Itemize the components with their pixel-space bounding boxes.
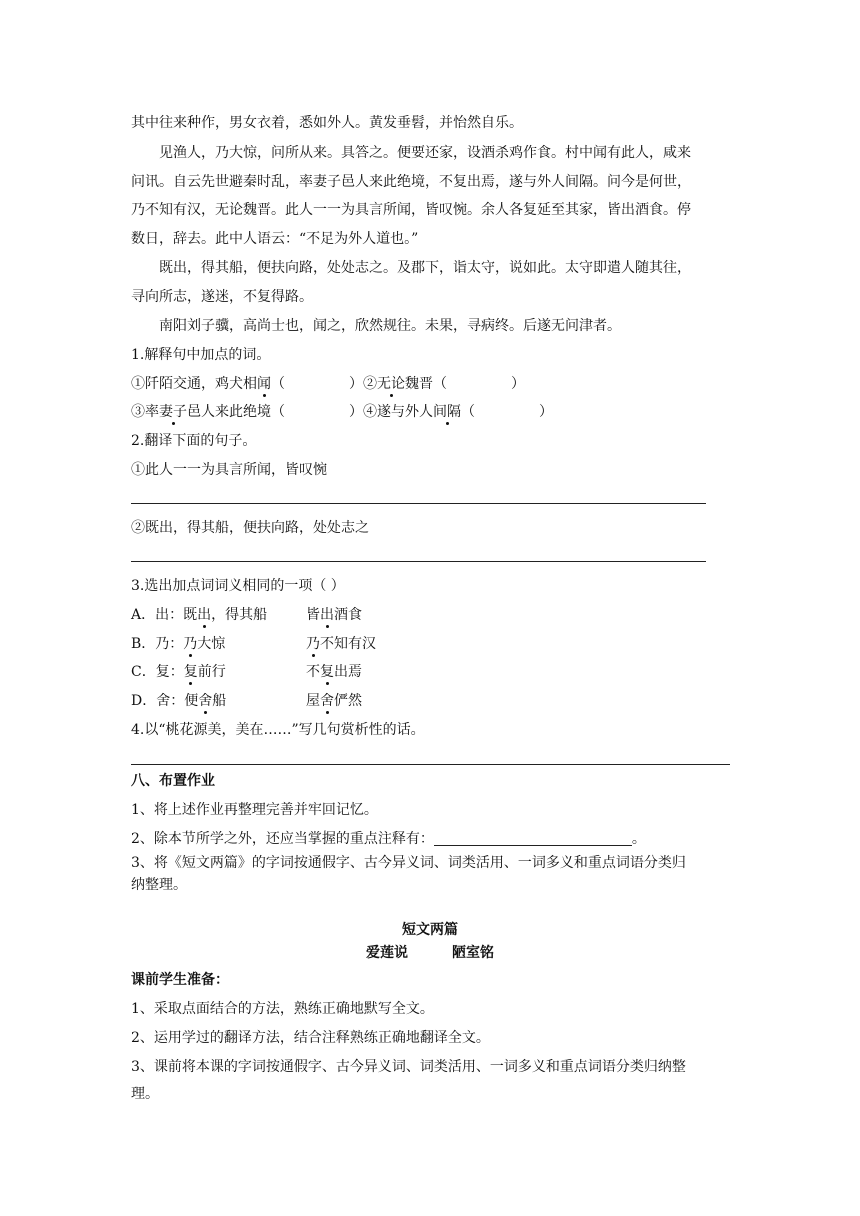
dotted-word: 间隔 bbox=[433, 404, 461, 420]
dotted-word: 闻 bbox=[257, 376, 271, 392]
option-a-compare: 皆出酒食 bbox=[306, 607, 362, 623]
dotted-word: 乃 bbox=[183, 636, 198, 652]
dotted-word: 复 bbox=[183, 664, 198, 680]
dotted-word: 乃 bbox=[306, 636, 320, 652]
option-b: B．乃：乃大惊 bbox=[131, 636, 226, 652]
option-c-compare: 不复出焉 bbox=[306, 664, 362, 680]
passage-line: 乃不知有汉，无论魏晋。此人一一为具言所闻，皆叹惋。余人各复延至其家，皆出酒食。停 bbox=[131, 202, 691, 218]
homework-item: 纳整理。 bbox=[131, 877, 187, 893]
question-2-item-1: ①此人一一为具言所闻，皆叹惋 bbox=[131, 462, 327, 478]
subtitle-ailian: 爱莲说 bbox=[366, 945, 408, 961]
homework-heading: 八、布置作业 bbox=[131, 773, 215, 789]
answer-line[interactable] bbox=[131, 561, 706, 562]
dotted-word: 出 bbox=[197, 607, 212, 623]
answer-line[interactable] bbox=[131, 764, 730, 765]
answer-line[interactable] bbox=[131, 503, 706, 504]
option-d: D．舍：便舍船 bbox=[131, 693, 227, 709]
passage-line: 问讯。自云先世避秦时乱，率妻子邑人来此绝境，不复出焉，遂与外人间隔。问今是何世， bbox=[131, 174, 691, 190]
lesson-subtitle bbox=[0, 943, 860, 963]
question-2-title: 2.翻译下面的句子。 bbox=[131, 433, 257, 449]
passage-line: 寻向所志，遂迷，不复得路。 bbox=[131, 289, 313, 305]
prep-item: 理。 bbox=[131, 1086, 159, 1102]
dotted-word: 舍 bbox=[320, 693, 334, 709]
dotted-word: 舍 bbox=[198, 693, 213, 709]
question-1-row-1: ①阡陌交通，鸡犬相闻（ ）②无论魏晋（ ） bbox=[131, 376, 525, 392]
homework-item: 2、除本节所学之外，还应当掌握的重点注释有： 。 bbox=[131, 831, 646, 847]
passage-line: 南阳刘子骥，高尚士也，闻之，欣然规往。未果，寻病终。后遂无问津者。 bbox=[159, 318, 621, 334]
dotted-word: 复 bbox=[320, 664, 334, 680]
passage-line: 其中往来种作，男女衣着，悉如外人。黄发垂髫，并怡然自乐。 bbox=[131, 115, 523, 131]
prep-item: 3、课前将本课的字词按通假字、古今异义词、词类活用、一词多义和重点词语分类归纳整 bbox=[131, 1059, 686, 1075]
dotted-word: 出 bbox=[320, 607, 334, 623]
fill-in-line[interactable] bbox=[434, 829, 632, 846]
option-a: A．出：既出，得其船 bbox=[131, 607, 268, 623]
question-1-title: 1.解释句中加点的词。 bbox=[131, 347, 271, 363]
question-1-row-2: ③率妻子邑人来此绝境（ ）④遂与外人间隔（ ） bbox=[131, 404, 553, 420]
question-2-item-2: ②既出，得其船，便扶向路，处处志之 bbox=[131, 520, 369, 536]
homework-item: 1、将上述作业再整理完善并牢回记忆。 bbox=[131, 802, 378, 818]
dotted-word: 无论 bbox=[377, 376, 405, 392]
lesson-title: 短文两篇 bbox=[402, 922, 458, 938]
option-c: C．复：复前行 bbox=[131, 664, 226, 680]
option-b-compare: 乃不知有汉 bbox=[306, 636, 376, 652]
prep-item: 1、采取点面结合的方法，熟练正确地默写全文。 bbox=[131, 1001, 434, 1017]
question-4-title: 4.以“桃花源美，美在……”写几句赏析性的话。 bbox=[131, 722, 425, 738]
subtitle-loushi: 陋室铭 bbox=[452, 945, 494, 961]
prep-heading: 课前学生准备： bbox=[131, 972, 229, 988]
passage-line: 既出，得其船，便扶向路，处处志之。及郡下，诣太守，说如此。太守即遣人随其往， bbox=[159, 260, 691, 276]
passage-line: 数日，辞去。此中人语云：“不足为外人道也。” bbox=[131, 231, 419, 247]
prep-item: 2、运用学过的翻译方法，结合注释熟练正确地翻译全文。 bbox=[131, 1030, 490, 1046]
passage-line: 见渔人，乃大惊，问所从来。具答之。便要还家，设酒杀鸡作食。村中闻有此人，咸来 bbox=[159, 145, 691, 161]
dotted-word: 妻子 bbox=[159, 404, 187, 420]
option-d-compare: 屋舍俨然 bbox=[306, 693, 362, 709]
question-3-title: 3.选出加点词词义相同的一项（ ） bbox=[131, 578, 345, 594]
homework-item: 3、将《短文两篇》的字词按通假字、古今异义词、词类活用、一词多义和重点词语分类归 bbox=[131, 855, 686, 871]
